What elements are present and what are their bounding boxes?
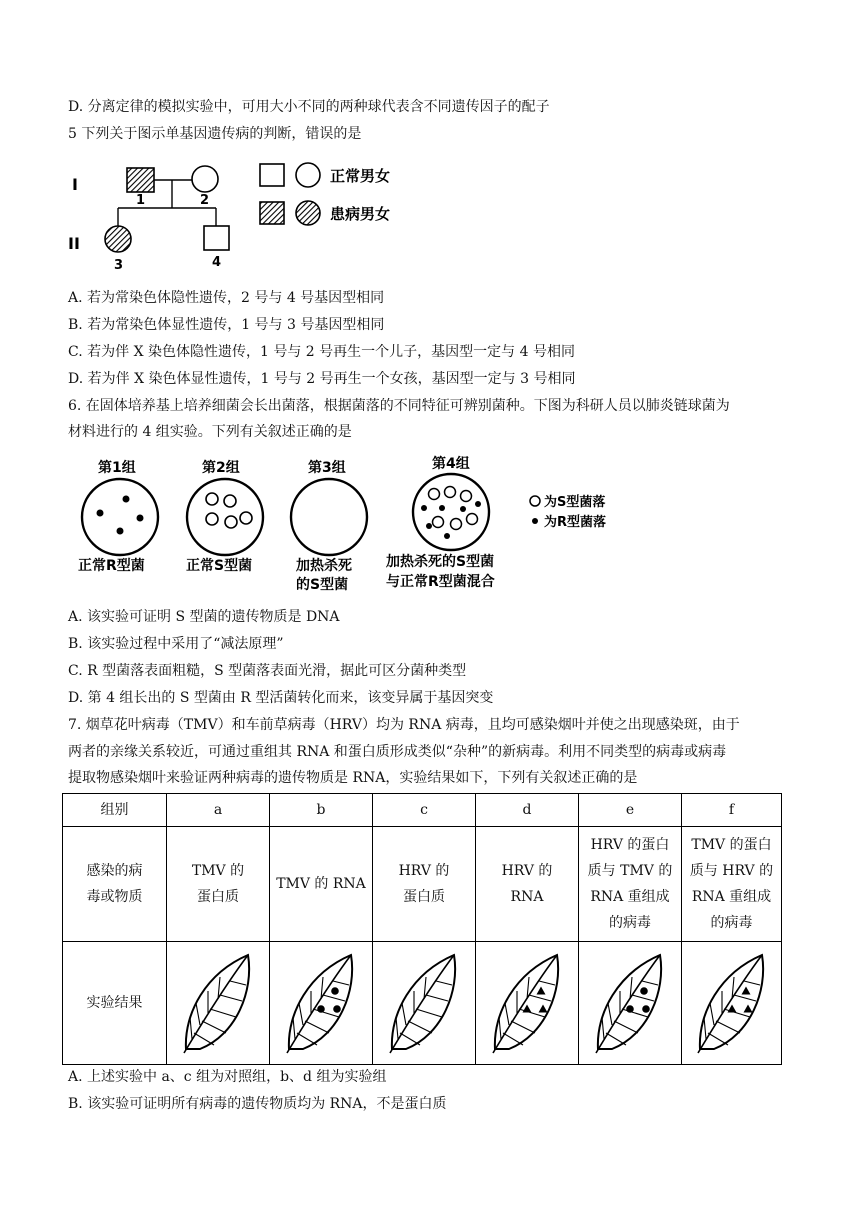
result-cell-e (579, 942, 682, 1065)
s-colony (461, 491, 472, 502)
question-5-stem: 5 下列关于图示单基因遗传病的判断，错误的是 (68, 126, 362, 142)
leaf-result (487, 951, 567, 1055)
cell-line: HRV 的蛋白 (590, 837, 670, 853)
group-3-title: 第3组 (308, 460, 346, 476)
group-4-caption-line2: 与正常R型菌混合 (386, 574, 495, 590)
table-header-row (63, 794, 782, 827)
q6-option-a: A. 该实验可证明 S 型菌的遗传物质是 DNA (68, 609, 340, 625)
group-1-caption: 正常R型菌 (78, 558, 145, 574)
generation-i-label: I (72, 175, 78, 194)
leaf-result (178, 951, 258, 1055)
q5-option-c: C. 若为伴 X 染色体隐性遗传，1 号与 2 号再生一个儿子，基因型一定与 4 号相同 (68, 344, 575, 360)
s-colony (433, 517, 444, 528)
s-colony (224, 495, 236, 507)
cell-b (270, 827, 373, 942)
header-cell: b (270, 794, 373, 827)
legend-s-colony-icon (530, 496, 540, 506)
individual-4-label: 4 (212, 255, 222, 270)
cell-a (167, 827, 270, 942)
generation-ii-label: II (68, 234, 80, 253)
q7-option-a: A. 上述实验中 a、c 组为对照组，b、d 组为实验组 (68, 1069, 387, 1085)
individual-3-affected-female (105, 226, 131, 252)
question-7-stem-line1: 7. 烟草花叶病毒（TMV）和车前草病毒（HRV）均为 RNA 病毒，且均可感染烟叶并使之出现感染斑，由于 (68, 717, 740, 733)
s-colony (225, 516, 237, 528)
cell-line: 质与 HRV 的 (689, 863, 774, 879)
legend-normal-male-icon (260, 164, 284, 186)
q7-option-b: B. 该实验可证明所有病毒的遗传物质均为 RNA，不是蛋白质 (68, 1096, 447, 1112)
culture-experiment-figure (72, 452, 642, 600)
lesion-circle (642, 1005, 650, 1013)
row-label-material (63, 827, 167, 942)
header-cell: e (579, 794, 682, 827)
cell-line: 的病毒 (710, 915, 753, 931)
r-colony (123, 496, 130, 503)
cell-line: RNA 重组成 (590, 889, 670, 905)
experiment-results-table (62, 793, 782, 1065)
legend-affected-male-icon (260, 202, 284, 224)
s-colony (445, 487, 456, 498)
q5-option-b: B. 若为常染色体显性遗传，1 号与 3 号基因型相同 (68, 317, 385, 333)
row-label-results: 实验结果 (63, 942, 167, 1065)
s-colony (240, 512, 252, 524)
q6-option-b: B. 该实验过程中采用了“减法原理” (68, 636, 284, 652)
legend-affected-female-icon (296, 201, 320, 225)
group-3-caption-line1: 加热杀死 (296, 558, 352, 574)
pedigree-chart (68, 152, 428, 280)
legend-affected-label: 患病男女 (330, 205, 391, 223)
cell-line: RNA 重组成 (691, 889, 772, 905)
group-2-caption: 正常S型菌 (186, 558, 253, 574)
r-colony (426, 523, 432, 529)
cell-line: HRV 的 (501, 863, 553, 879)
cell-line: TMV 的 RNA (276, 876, 366, 892)
header-cell: a (167, 794, 270, 827)
cell-line: 质与 TMV 的 (587, 863, 673, 879)
legend-normal-female-icon (296, 163, 320, 187)
individual-2-label: 2 (200, 193, 210, 208)
individual-4-normal-male (204, 226, 229, 250)
question-6-stem-line2: 材料进行的 4 组实验。下列有关叙述正确的是 (68, 424, 352, 440)
table-row-results (63, 942, 782, 1065)
cell-line: TMV 的 (191, 863, 245, 879)
lesion-circle (331, 987, 339, 995)
q5-option-a: A. 若为常染色体隐性遗传，2 号与 4 号基因型相同 (68, 290, 385, 306)
r-colony (460, 506, 466, 512)
cell-f (682, 827, 782, 942)
individual-2-normal-female (192, 166, 218, 192)
legend-s-label: 为S型菌落 (544, 495, 606, 510)
legend-r-label: 为R型菌落 (544, 515, 607, 530)
s-colony (206, 513, 218, 525)
cell-line: 蛋白质 (403, 889, 445, 905)
s-colony (206, 493, 218, 505)
result-cell-a (167, 942, 270, 1065)
r-colony (475, 501, 481, 507)
lesion-circle (626, 1005, 634, 1013)
group-4-title: 第4组 (432, 456, 470, 472)
group-3-caption-line2: 的S型菌 (296, 577, 349, 593)
group-2-title: 第2组 (202, 460, 240, 476)
dish-4 (413, 474, 489, 550)
table-row-material (63, 827, 782, 942)
group-4-caption-line1: 加热杀死的S型菌 (386, 554, 495, 570)
row-label-line: 毒或物质 (86, 889, 143, 905)
cell-line: TMV 的蛋白 (691, 837, 772, 853)
header-cell: d (476, 794, 579, 827)
row-label-line: 感染的病 (86, 863, 143, 879)
r-colony (97, 510, 104, 517)
r-colony (117, 528, 124, 535)
header-cell: 组别 (63, 794, 167, 827)
r-colony (444, 533, 450, 539)
cell-e (579, 827, 682, 942)
question-7-stem-line3: 提取物感染烟叶来验证两种病毒的遗传物质是 RNA，实验结果如下，下列有关叙述正确的是 (68, 770, 638, 786)
q5-option-d: D. 若为伴 X 染色体显性遗传，1 号与 2 号再生一个女孩，基因型一定与 3 号相同 (68, 371, 576, 387)
cell-d (476, 827, 579, 942)
cell-line: 蛋白质 (197, 889, 239, 905)
r-colony (137, 515, 144, 522)
q6-option-d: D. 第 4 组长出的 S 型菌由 R 型活菌转化而来，该变异属于基因突变 (68, 690, 494, 706)
s-colony (467, 514, 478, 525)
question-6-stem-line1: 6. 在固体培养基上培养细菌会长出菌落，根据菌落的不同特征可辨别菌种。下图为科研人员以肺炎链球菌为 (68, 398, 730, 414)
s-colony (429, 489, 440, 500)
cell-line: 的病毒 (609, 915, 651, 931)
option-d-line: D. 分离定律的模拟实验中，可用大小不同的两种球代表含不同遗传因子的配子 (68, 99, 550, 115)
result-cell-f (682, 942, 782, 1065)
dish-1 (82, 479, 158, 555)
individual-1-label: 1 (136, 193, 146, 208)
leaf-result (384, 951, 464, 1055)
leaf-result (692, 951, 772, 1055)
r-colony (421, 505, 427, 511)
leaf-result (590, 951, 670, 1055)
header-cell: f (682, 794, 782, 827)
q6-option-c: C. R 型菌落表面粗糙，S 型菌落表面光滑，据此可区分菌种类型 (68, 663, 467, 679)
result-cell-c (373, 942, 476, 1065)
leaf-result (281, 951, 361, 1055)
lesion-circle (333, 1005, 341, 1013)
cell-line: HRV 的 (398, 863, 450, 879)
header-cell: c (373, 794, 476, 827)
individual-3-label: 3 (114, 258, 124, 273)
result-cell-b (270, 942, 373, 1065)
cell-c (373, 827, 476, 942)
lesion-circle (317, 1005, 325, 1013)
s-colony (451, 519, 462, 530)
cell-line: RNA (510, 889, 544, 905)
dish-3 (291, 479, 367, 555)
group-1-title: 第1组 (98, 460, 136, 476)
lesion-circle (640, 987, 648, 995)
legend-normal-label: 正常男女 (330, 167, 391, 185)
r-colony (439, 505, 445, 511)
question-7-stem-line2: 两者的亲缘关系较近，可通过重组其 RNA 和蛋白质形成类似“杂种”的新病毒。利用不同类型的病毒或病毒 (68, 744, 727, 760)
legend-r-colony-icon (532, 518, 538, 524)
result-cell-d (476, 942, 579, 1065)
individual-1-affected-male (127, 168, 154, 192)
